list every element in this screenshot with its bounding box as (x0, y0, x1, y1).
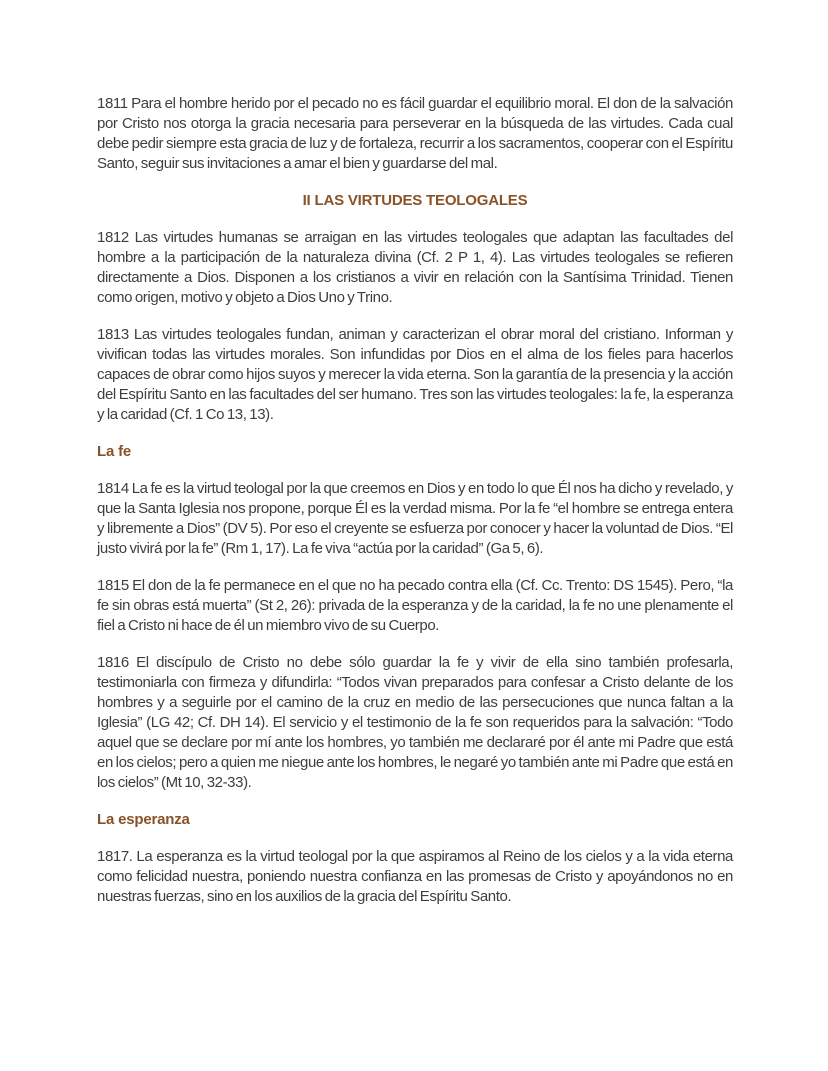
paragraph-1812: 1812 Las virtudes humanas se arraigan en las virtudes teologales que adaptan las facultades del hombre a la participación de la naturaleza divina (Cf. 2 P 1, 4). Las virtudes teologales se refieren directamente a Dios. Disponen a los cristianos a vivir en relación con la Santísima Trinidad. Tienen como origen, motivo y objeto a Dios Uno y Trino. (97, 229, 733, 306)
paragraph-1815: 1815 El don de la fe permanece en el que no ha pecado contra ella (Cf. Cc. Trento: DS 1545). Pero, “la fe sin obras está muerta” (St 2, 26): privada de la esperanza y de la caridad, la fe no une plenamente el fiel a Cristo ni hace de él un miembro vivo de su Cuerpo. (97, 577, 733, 634)
section-heading-virtudes-teologales: II LAS VIRTUDES TEOLOGALES (302, 192, 528, 209)
subheading-la-esperanza: La esperanza (97, 811, 190, 828)
paragraph-1814: 1814 La fe es la virtud teologal por la que creemos en Dios y en todo lo que Él nos ha dicho y revelado, y que la Santa Iglesia nos propone, porque Él es la verdad misma. Por la fe “el hombre se entrega entera y libremente a Dios” (DV 5). Por eso el creyente se esfuerza por conocer y hacer la voluntad de Dios. “El justo vivirá por la fe” (Rm 1, 17). La fe viva “actúa por la caridad” (Ga 5, 6). (97, 480, 733, 557)
subheading-la-fe: La fe (97, 443, 132, 460)
paragraph-1817: 1817. La esperanza es la virtud teologal por la que aspiramos al Reino de los cielos y a la vida eterna como felicidad nuestra, poniendo nuestra confianza en las promesas de Cristo y apoyándonos no en nuestras fuerzas, sino en los auxilios de la gracia del Espíritu Santo. (97, 848, 733, 905)
paragraph-1813: 1813 Las virtudes teologales fundan, animan y caracterizan el obrar moral del cristiano. Informan y vivifican todas las virtudes morales. Son infundidas por Dios en el alma de los fieles para hacerlos capaces de obrar como hijos suyos y merecer la vida eterna. Son la garantía de la presencia y la acción del Espíritu Santo en las facultades del ser humano. Tres son las virtudes teologales: la fe, la esperanza y la caridad (Cf. 1 Co 13, 13). (97, 326, 733, 423)
paragraph-1816: 1816 El discípulo de Cristo no debe sólo guardar la fe y vivir de ella sino también profesarla, testimoniarla con firmeza y difundirla: “Todos vivan preparados para confesar a Cristo delante de los hombres y a seguirle por el camino de la cruz en medio de las persecuciones que nunca faltan a la Iglesia” (LG 42; Cf. DH 14). El servicio y el testimonio de la fe son requeridos para la salvación: “Todo aquel que se declare por mí ante los hombres, yo también me declararé por él ante mi Padre que está en los cielos; pero a quien me niegue ante los hombres, le negaré yo también ante mi Padre que está en los cielos” (Mt 10, 32-33). (97, 654, 733, 791)
paragraph-1811: 1811 Para el hombre herido por el pecado no es fácil guardar el equilibrio moral. El don de la salvación por Cristo nos otorga la gracia necesaria para perseverar en la búsqueda de las virtudes. Cada cual debe pedir siempre esta gracia de luz y de fortaleza, recurrir a los sacramentos, cooperar con el Espíritu Santo, seguir sus invitaciones a amar el bien y guardarse del mal. (97, 95, 733, 172)
